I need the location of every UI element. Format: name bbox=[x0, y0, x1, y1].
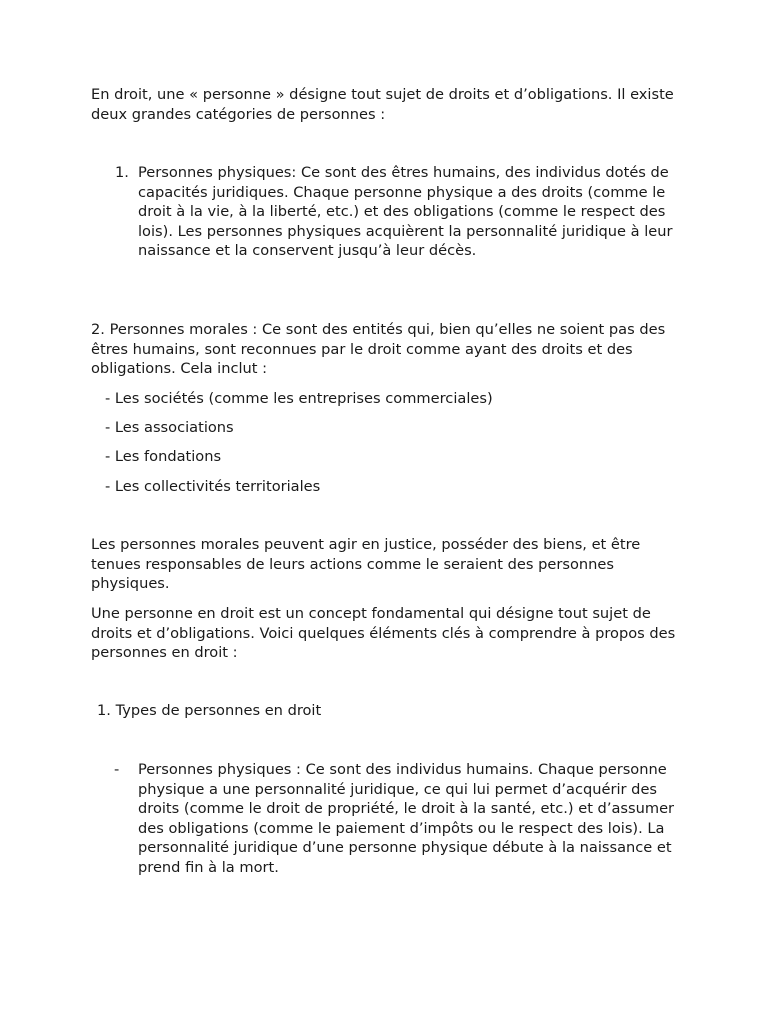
physical-persons-item bbox=[91, 163, 691, 261]
intro-paragraph: En droit, une « personne » désigne tout sujet de droits et d’obligations. Il existe deux grandes catégories de personnes : bbox=[91, 86, 674, 123]
physical-persons-text: Personnes physiques: Ce sont des êtres humains, des individus dotés de capacités juridiques. Chaque personne physique a des droits (comme le droit à la vie, à la liberté, etc.) et des obligations (comme le respect des lois). Les personnes physiques acquièrent la personnalité juridique à leur naissance et la conservent jusqu’à leur décès. bbox=[138, 164, 673, 260]
moral-persons-paragraph: 2. Personnes morales : Ce sont des entités qui, bien qu’elles ne soient pas des êtres humains, sont reconnues par le droit comme ayant des droits et des obligations. Cela inclut : bbox=[91, 321, 666, 378]
moral-actions-paragraph: Les personnes morales peuvent agir en justice, posséder des biens, et être tenues responsables de leurs actions comme le seraient des personnes physiques. bbox=[91, 536, 641, 593]
list-item: - Les associations bbox=[105, 419, 234, 436]
types-heading: 1. Types de personnes en droit bbox=[97, 702, 322, 719]
concept-paragraph: Une personne en droit est un concept fondamental qui désigne tout sujet de droits et d’obligations. Voici quelques éléments clés à comprendre à propos des personnes en droit : bbox=[91, 605, 676, 662]
list-item: - Les collectivités territoriales bbox=[105, 478, 321, 495]
list-item: - Les fondations bbox=[105, 448, 222, 465]
list-number: 1. bbox=[115, 164, 129, 181]
physical-detail-text: Personnes physiques : Ce sont des individus humains. Chaque personne physique a une personnalité juridique, ce qui lui permet d’acquérir des droits (comme le droit de propriété, le droit à la santé, etc.) et d’assumer des obligations (comme le paiement d’impôts ou le respect des lois). La personnalité juridique d’une personne physique débute à la naissance et prend fin à la mort. bbox=[138, 761, 675, 876]
physical-detail-item bbox=[91, 760, 691, 878]
list-item: - Les sociétés (comme les entreprises commerciales) bbox=[105, 390, 493, 407]
list-dash: - bbox=[114, 761, 120, 778]
